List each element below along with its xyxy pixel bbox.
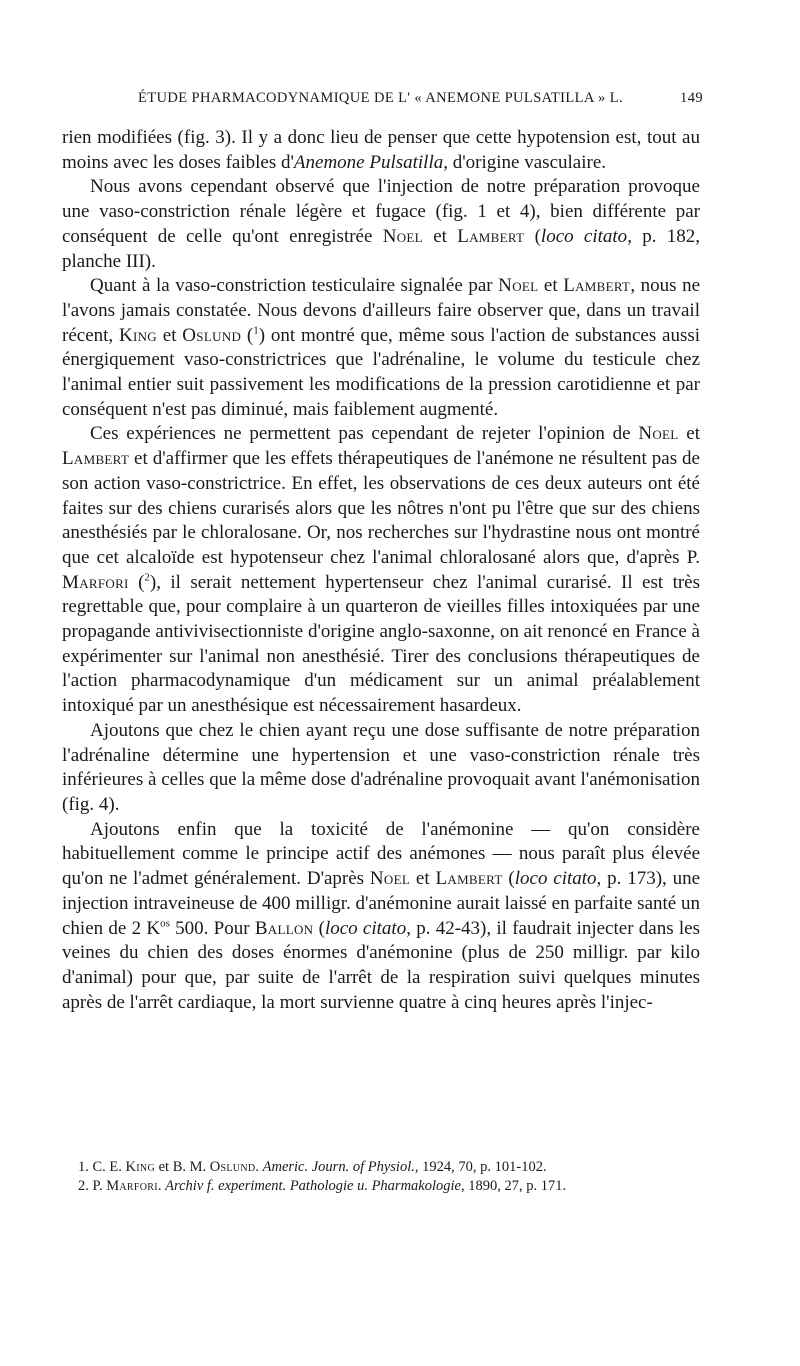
footnote-ref[interactable]: 1 [253, 324, 259, 337]
paragraph-2: Nous avons cependant observé que l'injection de notre préparation provoque une vaso-constriction rénale légère et fugace (fig. 1 et 4), bien différente par conséquent de celle qu'ont enregistrée Noel et Lambert (loco citato, p. 182, planche III). [62, 176, 700, 272]
citation-term: loco citato [540, 225, 628, 247]
paragraph-4: Ces expériences ne permettent pas cependant de rejeter l'opinion de Noel et Lambert et d'affirmer que les effets thérapeutiques de l'anémone ne résultent pas de son action vaso-constrictrice. En effet, les observations de ces deux auteurs ont été faites sur des chiens curarisés alors que les nôtres n'ont pu l'être que sur des chiens anesthésiés par le chloralosane. Or, nos recherches sur l'hydrastine nous ont montré que cet alcaloïde est hypotenseur chez l'animal chloralosané alors que, d'après P. Marfori ($^2$), il serait nettement hypertenseur chez l'animal curarisé. Il est très regrettable que, pour complaire à un quarteron de vieilles filles intoxiquées par une propagande antivivisectionniste d'origine anglo-saxonne, on ait renoncé en France à expérimenter sur l'animal non anesthésié. Tirer des conclusions thérapeutiques de l'action pharmacodynamique d'un médicament sur un animal préalablement intoxiqué par un anesthésique est nécessairement hasardeux. [62, 423, 701, 717]
citation-term: loco citato [324, 917, 407, 939]
author-name: Noel [369, 868, 411, 890]
author-name: King [118, 324, 157, 346]
author-name: Noel [638, 423, 679, 445]
author-name: Lambert [62, 448, 130, 470]
author-name: Oslund [209, 1159, 256, 1175]
paragraph-1: rien modifiées (fig. 3). Il y a donc lieu de penser que cette hypotension est, tout au moins avec les doses faibles d'Anemone Pulsatilla, d'origine vasculaire. [62, 127, 700, 173]
species-name: Anemone Pulsatilla [293, 151, 444, 173]
author-name: Marfori [62, 571, 129, 593]
journal-title: Archiv f. experiment. Pathologie u. Pharmakologie [165, 1178, 461, 1194]
author-name: Noel [382, 225, 423, 247]
author-name: Lambert [563, 275, 631, 297]
author-name: Lambert [435, 868, 503, 890]
footnote-ref[interactable]: 2 [144, 571, 150, 584]
footnote-2: 2. P. Marfori. Archiv f. experiment. Pathologie u. Pharmakologie, 1890, 27, p. 171. [78, 1178, 567, 1194]
journal-title: Americ. Journ. of Physiol. [262, 1159, 415, 1175]
running-title: ÉTUDE PHARMACODYNAMIQUE DE L' « ANEMONE PULSATILLA » L. [138, 90, 623, 106]
unit-superscript: os [160, 917, 170, 930]
author-name: Lambert [457, 225, 525, 247]
paragraph-5: Ajoutons que chez le chien ayant reçu une dose suffisante de notre préparation l'adrénaline détermine une hypertension et une vaso-constriction rénale très inférieures à celles que la même dose d'adrénaline provoquait avant l'anémonisation (fig. 4). [62, 719, 700, 815]
author-name: King [125, 1159, 155, 1175]
citation-term: loco citato [514, 868, 597, 890]
author-name: Noel [498, 275, 539, 297]
body-text [62, 126, 700, 1015]
footnotes [78, 1158, 703, 1196]
author-name: Oslund [182, 324, 242, 346]
author-name: Marfori [106, 1178, 158, 1194]
paragraph-3: Quant à la vaso-constriction testiculaire signalée par Noel et Lambert, nous ne l'avons jamais constatée. Nous devons d'ailleurs faire observer que, dans un travail récent, King et Oslund ($^1$) ont montré que, même sous l'action de substances aussi énergiquement vaso-constrictrices que l'adrénaline, le volume du testicule chez l'animal entier suit passivement les modifications de la pression carotidienne et par conséquent n'est pas diminué, mais faiblement augmenté. [62, 275, 701, 420]
page-number: 149 [680, 90, 703, 106]
footnote-1: 1. C. E. King et B. M. Oslund. Americ. Journ. of Physiol., 1924, 70, p. 101-102. [78, 1159, 547, 1175]
author-name: Ballon [254, 917, 314, 939]
paragraph-6: Ajoutons enfin que la toxicité de l'anémonine — qu'on considère habituellement comme le principe actif des anémones — nous paraît plus élevée qu'on ne l'admet généralement. D'après Noel et Lambert (loco citato, p. 173), une injection intraveineuse de 400 milligr. d'anémonine aurait laissé en parfaite santé un chien de 2 $K^{os}$ 500. Pour Ballon (loco citato, p. 42-43), il faudrait injecter dans les veines du chien des doses énormes d'anémonine (plus de 250 milligr. par kilo d'animal) pour que, par suite de l'arrêt de la respiration suivi quelques minutes après de l'arrêt cardiaque, la mort survienne quatre à cinq heures après l'injec- [62, 818, 701, 1013]
